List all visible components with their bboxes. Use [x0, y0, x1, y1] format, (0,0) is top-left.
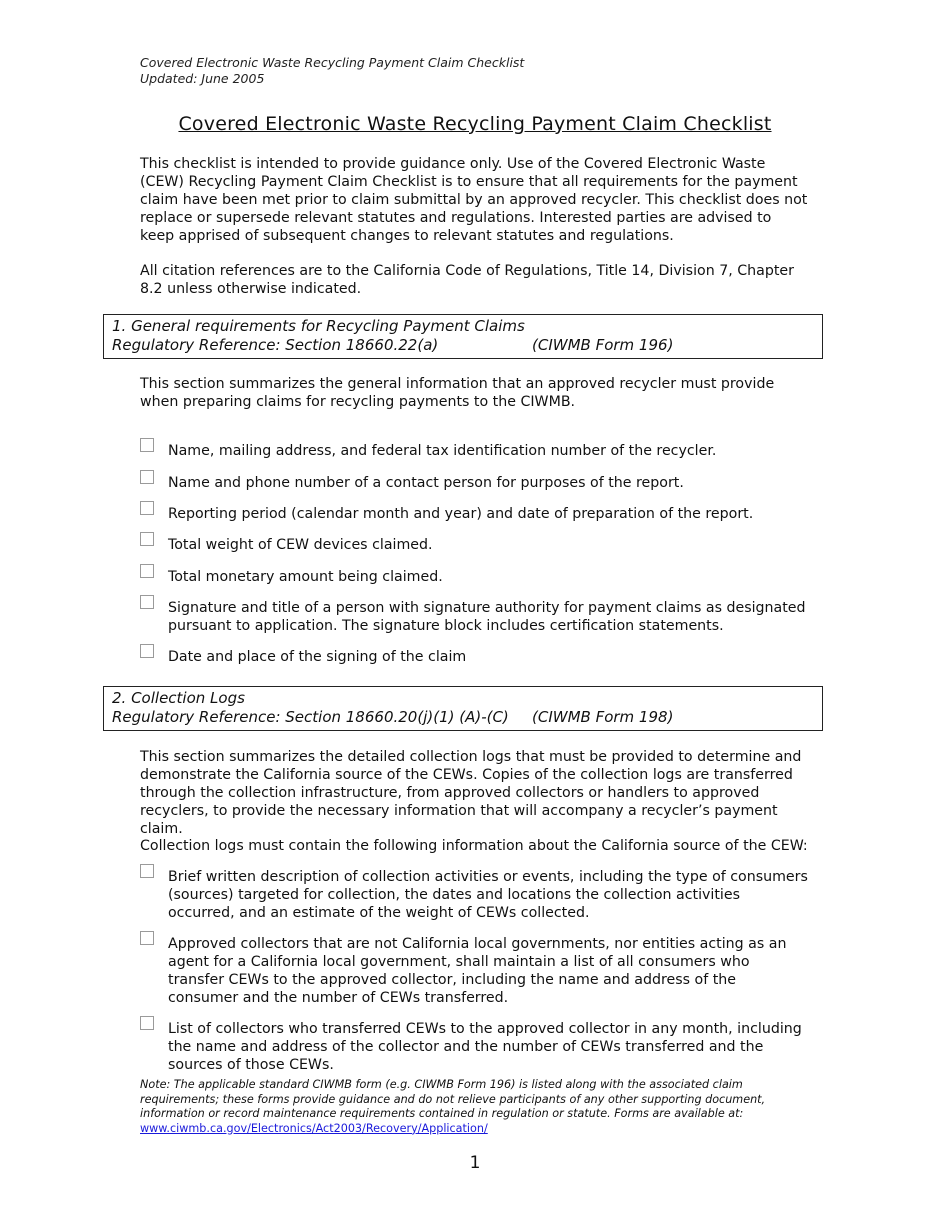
forms-link[interactable]: www.ciwmb.ca.gov/Electronics/Act2003/Recovery/Application/	[140, 1121, 488, 1135]
section-1-form: (CIWMB Form 196)	[532, 336, 674, 354]
checkbox[interactable]	[140, 532, 154, 546]
checklist-item: List of collectors who transferred CEWs to the approved collector in any month, including the name and address of the collector and the number of CEWs transferred and the sources of those CEWs.	[140, 1020, 810, 1074]
section-2-heading: 2. Collection Logs	[112, 689, 245, 707]
checkbox[interactable]	[140, 470, 154, 484]
checkbox[interactable]	[140, 644, 154, 658]
section-2-form: (CIWMB Form 198)	[532, 708, 674, 726]
page-number: 1	[469, 1153, 481, 1173]
header-title: Covered Electronic Waste Recycling Payment Claim Checklist	[140, 55, 525, 70]
checklist-item: Name, mailing address, and federal tax identification number of the recycler.	[140, 442, 810, 460]
section-2-summary: This section summarizes the detailed collection logs that must be provided to determine and demonstrate the California source of the CEWs. Copies of the collection logs are transferred through the collection infrastructure, from approved collectors or handlers to approved recyclers, to provide the necessary information that will accompany a recycler’s payment claim.	[140, 749, 802, 837]
footnote-text: Note: The applicable standard CIWMB form (e.g. CIWMB Form 196) is listed along with the associated claim requirements; these forms provide guidance and do not relieve participants of any other supporting document, information or record maintenance requirements contained in regulation or statute. Forms are available at:	[140, 1078, 766, 1120]
running-header	[140, 55, 524, 87]
section-1-summary: This section summarizes the general information that an approved recycler must provide when preparing claims for recycling payments to the CIWMB.	[140, 376, 775, 410]
checklist-item: Approved collectors that are not California local governments, nor entities acting as an agent for a California local government, shall maintain a list of all consumers who transfer CEWs to the approved collector, including the name and address of the consumer and the number of CEWs transferred.	[140, 935, 810, 1007]
section-2-reference: Regulatory Reference: Section 18660.20(j)(1) (A)-(C)	[112, 708, 509, 726]
citation-paragraph: All citation references are to the California Code of Regulations, Title 14, Division 7, Chapter 8.2 unless otherwise indicated.	[140, 263, 794, 297]
checkbox[interactable]	[140, 931, 154, 945]
intro-paragraph: This checklist is intended to provide guidance only. Use of the Covered Electronic Waste (CEW) Recycling Payment Claim Checklist is to ensure that all requirements for the payment claim have been met prior to claim submittal by an approved recycler. This checklist does not replace or supersede relevant statutes and regulations. Interested parties are advised to keep apprised of subsequent changes to relevant statutes and regulations.	[140, 156, 808, 244]
checkbox[interactable]	[140, 501, 154, 515]
checkbox[interactable]	[140, 864, 154, 878]
checkbox[interactable]	[140, 438, 154, 452]
checkbox[interactable]	[140, 564, 154, 578]
checklist-item: Total monetary amount being claimed.	[140, 568, 810, 586]
checklist-item: Reporting period (calendar month and year) and date of preparation of the report.	[140, 505, 810, 523]
checkbox[interactable]	[140, 595, 154, 609]
footnote	[140, 1078, 812, 1136]
section-1-reference: Regulatory Reference: Section 18660.22(a)	[112, 336, 439, 354]
header-updated: Updated: June 2005	[140, 71, 265, 86]
checklist-item: Date and place of the signing of the claim	[140, 648, 810, 666]
checkbox[interactable]	[140, 1016, 154, 1030]
section-2-lead: Collection logs must contain the following information about the California source of the CEW:	[140, 838, 808, 854]
checklist-item: Brief written description of collection activities or events, including the type of consumers (sources) targeted for collection, the dates and locations the collection activities occurred, and an estimate of the weight of CEWs collected.	[140, 868, 810, 922]
page-title: Covered Electronic Waste Recycling Payment Claim Checklist	[178, 113, 772, 135]
checklist-item: Total weight of CEW devices claimed.	[140, 536, 810, 554]
checklist-item: Name and phone number of a contact person for purposes of the report.	[140, 474, 810, 492]
checklist-item: Signature and title of a person with signature authority for payment claims as designated pursuant to application. The signature block includes certification statements.	[140, 599, 810, 635]
section-1-heading: 1. General requirements for Recycling Payment Claims	[112, 317, 525, 335]
section-2-header	[103, 686, 823, 731]
section-1-header	[103, 314, 823, 359]
